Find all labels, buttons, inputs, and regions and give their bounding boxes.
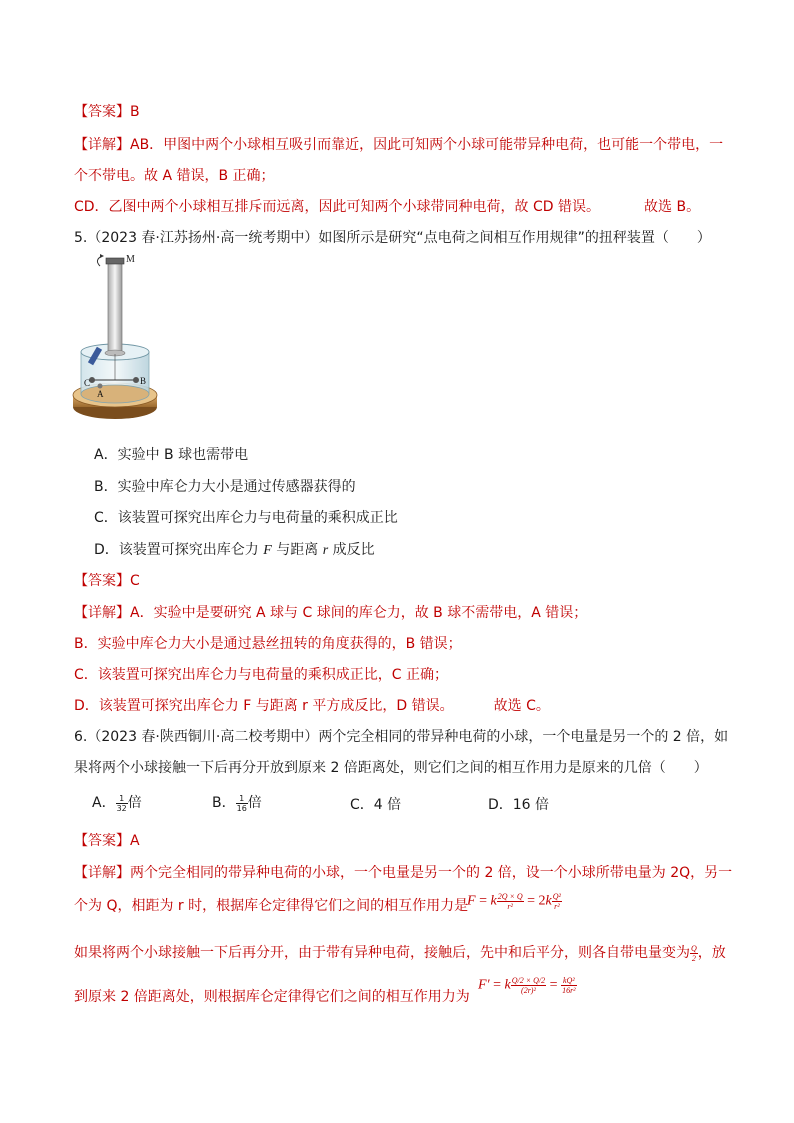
detail-text: CD．乙图中两个小球相互排斥而远离，因此可知两个小球带同种电荷，故 CD 错误。	[74, 199, 601, 215]
detail-text: AB．甲图中两个小球相互吸引而靠近，因此可知两个小球可能带异种电荷，也可能一个带电，一	[130, 137, 724, 153]
q6-detail-line-3	[74, 943, 726, 963]
option-unit: 倍	[127, 795, 142, 811]
q5-option-d	[94, 540, 375, 561]
detail-text: D．该装置可探究出库仑力 F 与距离 r 平方成反比，D 错误。	[74, 698, 454, 714]
q6-stem-line-1: 6.（2023 春·陕西铜川·高二校考期中）两个完全相同的带异种电荷的小球，一个电量是另一个的 2 倍，如	[74, 729, 729, 745]
q5-answer-line	[74, 571, 140, 591]
q5-detail-line-3: C．该装置可探究出库仑力与电荷量的乘积成正比，C 正确；	[74, 667, 448, 683]
q5-detail-line-2: B．实验中库仑力大小是通过悬丝扭转的角度获得的，B 错误；	[74, 636, 462, 652]
q6-option-d: D．16 倍	[488, 797, 550, 813]
q4-answer-line	[74, 102, 140, 122]
q5-option-c: C．该装置可探究出库仑力与电荷量的乘积成正比	[94, 510, 398, 526]
detail-tag: 【详解】	[74, 865, 130, 881]
numerator: 1	[236, 794, 248, 804]
q6-option-b	[212, 793, 262, 813]
q6-detail-line-2: 个为 Q，相距为 r 时，根据库仑定律得它们之间的相互作用力是	[74, 898, 469, 914]
option-d-text: D．该装置可探究出库仑力	[94, 542, 264, 558]
q5-stem: 5.（2023 春·江苏扬州·高一统考期中）如图所示是研究“点电荷之间相互作用规律”的扭秤装置（ ）	[74, 230, 711, 246]
formula-coulomb-final: F′ = k $\frac{Q/2 \times Q/2}{\text{(2r)²}}$ = $\frac{\text{kQ²}}{\text{16r²}}$	[478, 976, 576, 995]
q4-detail-line-3	[74, 197, 700, 217]
option-label: B．	[212, 795, 236, 811]
q6-answer-line	[74, 831, 140, 851]
torsion-balance-figure	[70, 252, 160, 424]
numerator: 1	[116, 794, 128, 804]
q6-option-c: C．4 倍	[350, 797, 402, 813]
detail-tag: 【详解】	[74, 137, 130, 153]
q4-detail-line-1	[74, 135, 723, 155]
label-b: B	[140, 376, 147, 386]
denominator: 32	[116, 803, 127, 813]
option-unit: 倍	[247, 795, 262, 811]
symbol-r: r	[322, 543, 329, 558]
detail-text: ，放	[697, 945, 726, 961]
q6-detail-line-1	[74, 863, 732, 883]
final-choice: 故选 B。	[644, 199, 701, 215]
detail-tag: 【详解】	[74, 605, 130, 621]
q6-detail-line-4: 到原来 2 倍距离处，则根据库仑定律得它们之间的相互作用力为	[74, 989, 470, 1005]
detail-text: 两个完全相同的带异种电荷的小球，一个电量是另一个的 2 倍，设一个小球所带电量为 2Q，另一	[130, 865, 733, 881]
label-m: M	[126, 254, 135, 265]
q6-stem-line-2: 果将两个小球接触一下后再分开放到原来 2 倍距离处，则它们之间的相互作用力是原来的几倍（ ）	[74, 760, 708, 776]
fraction-q-over-2: $\frac{Q}{2}$	[691, 943, 697, 963]
q5-option-a: A．实验中 B 球也需带电	[94, 447, 249, 463]
option-d-text: 与距离	[271, 542, 323, 558]
q5-detail-line-1	[74, 603, 587, 623]
answer-value: C	[130, 573, 140, 589]
answer-value: B	[130, 104, 140, 120]
formula-coulomb-initial: F = k $\frac{2Q \times Q}{\text{r²}}$ = 2k $\frac{\text{Q²}}{\text{r²}}$	[467, 892, 561, 911]
detail-text: 如果将两个小球接触一下后再分开，由于带有异种电荷，接触后，先中和后平分，则各自带电量变为	[74, 945, 690, 961]
answer-value: A	[130, 833, 140, 849]
q5-option-b: B．实验中库仑力大小是通过传感器获得的	[94, 479, 356, 495]
q4-detail-line-2: 个不带电。故 A 错误，B 正确；	[74, 168, 275, 184]
q5-detail-line-4	[74, 696, 550, 716]
label-a: A	[97, 389, 104, 399]
fraction	[236, 794, 248, 813]
q6-option-a	[92, 793, 142, 813]
fraction	[116, 794, 128, 813]
answer-tag: 【答案】	[74, 833, 130, 849]
answer-tag: 【答案】	[74, 573, 130, 589]
answer-tag: 【答案】	[74, 104, 130, 120]
option-label: A．	[92, 795, 116, 811]
denominator: 16	[236, 803, 247, 813]
detail-text: A．实验中是要研究 A 球与 C 球间的库仑力，故 B 球不需带电，A 错误；	[130, 605, 588, 621]
option-d-text: 成反比	[328, 542, 375, 558]
final-choice: 故选 C。	[493, 698, 550, 714]
label-c: C	[84, 378, 91, 388]
symbol-f: F	[263, 543, 272, 558]
